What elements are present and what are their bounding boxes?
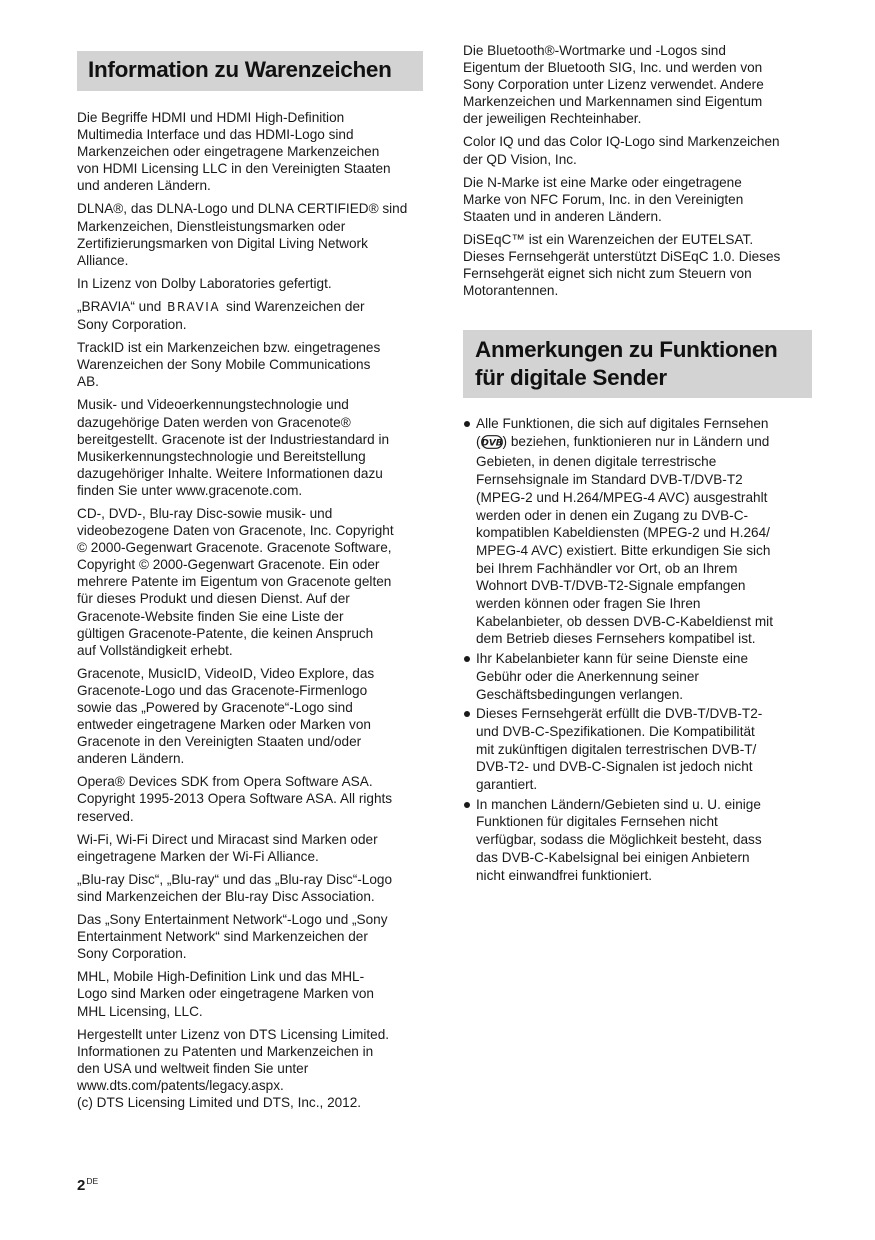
list-item-text: In manchen Ländern/Gebieten sind u. U. einige Funktionen für digitales Fernsehen nicht verfügbar, sodass die Möglichkeit besteht, dass das DVB-C-Kabelsignal bei einigen Anbietern nicht einwandfrei funktioniert. bbox=[476, 796, 762, 883]
paragraph-sony-entertainment: Das „Sony Entertainment Network“-Logo und „Sony Entertainment Network“ sind Markenzeichen der Sony Corporation. bbox=[77, 912, 388, 962]
paragraph-hdmi: Die Begriffe HDMI und HDMI High-Definition Multimedia Interface und das HDMI-Logo sind Markenzeichen oder eingetragene Markenzeichen von HDMI Licensing LLC in den Vereinigten Staaten und anderen Ländern. bbox=[77, 110, 391, 194]
digital-notes-list bbox=[463, 415, 812, 886]
list-item bbox=[463, 796, 812, 885]
svg-text:DVB: DVB bbox=[480, 438, 503, 449]
digital-notes-heading-line-2: für digitale Sender bbox=[475, 365, 667, 390]
paragraph-dlna: DLNA®, das DLNA-Logo und DLNA CERTIFIED® sind Markenzeichen, Dienstleistungsmarken oder Zertifizierungsmarken von Digital Living Network Alliance. bbox=[77, 201, 408, 268]
page-number: 2DE bbox=[77, 1176, 99, 1194]
bullet-icon bbox=[464, 802, 470, 808]
list-item-text: Alle Funktionen, die sich auf digitales Fernsehen ( DVB ) beziehen, funktionieren nur in Ländern und Gebieten, in denen digitale terrestrische Fernsehsignale im Standard DVB-T/DVB-T2 (MPEG-2 und H.264/MPEG-4 AVC) ausgestrahlt werden oder in denen ein Zugang zu DVB-C- kompatiblen Kabeldiensten (MPEG-2 und H.264/ MPEG-4 AVC) existiert. Bitte erkundigen Sie sich bei Ihrem Fachhändler vor Ort, ob an Ihrem Wohnort DVB-T/DVB-T2-Signale empfangen werden können oder fragen Sie Ihren Kabelanbieter, ob dessen DVB-C-Kabeldienst mit dem Betrieb dieses Fernsehers kompatibel ist. bbox=[476, 416, 773, 647]
paragraph-opera: Opera® Devices SDK from Opera Software ASA. Copyright 1995-2013 Opera Software ASA. All rights reserved. bbox=[77, 774, 393, 824]
paragraph-bluray: „Blu-ray Disc“, „Blu-ray“ und das „Blu-ray Disc“-Logo sind Markenzeichen der Blu-ray Disc Association. bbox=[77, 871, 392, 904]
trademark-text-continued bbox=[463, 42, 812, 305]
bravia-logo: BRAVIA bbox=[167, 299, 221, 314]
list-item bbox=[463, 650, 812, 703]
paragraph-dolby: In Lizenz von Dolby Laboratories gefertigt. bbox=[77, 275, 332, 291]
list-item bbox=[463, 415, 812, 648]
paragraph-gracenote-intro: Musik- und Videoerkennungstechnologie und dazugehörige Daten werden von Gracenote® bereitgestellt. Gracenote ist der Industriestandard in Musikerkennungstechnologie und Bereitstellung dazugehöriger Inhalte. Weitere Informationen dazu finden Sie unter www.gracenote.com. bbox=[77, 397, 390, 498]
paragraph-trackid: TrackID ist ein Markenzeichen bzw. eingetragenes Warenzeichen der Sony Mobile Communications AB. bbox=[77, 340, 381, 390]
digital-notes-heading bbox=[463, 330, 812, 398]
paragraph-nfc: Die N-Marke ist eine Marke oder eingetragene Marke von NFC Forum, Inc. in den Vereinigten Staaten und in anderen Ländern. bbox=[463, 174, 744, 224]
bullet-icon bbox=[464, 421, 470, 427]
digital-notes-heading-line-1: Anmerkungen zu Funktionen bbox=[475, 337, 778, 362]
bullet-icon bbox=[464, 711, 470, 717]
paragraph-bluetooth: Die Bluetooth®-Wortmarke und -Logos sind Eigentum der Bluetooth SIG, Inc. und werden von Sony Corporation unter Lizenz verwendet. Andere Markenzeichen und Markennamen sind Eigentum der jeweiligen Rechteinhaber. bbox=[463, 43, 764, 127]
list-item-text: Ihr Kabelanbieter kann für seine Dienste eine Gebühr oder die Anerkennung seiner Geschäftsbedingungen verlangen. bbox=[476, 651, 749, 702]
trademark-text bbox=[77, 109, 423, 1117]
list-item-text: Dieses Fernsehgerät erfüllt die DVB-T/DVB-T2- und DVB-C-Spezifikationen. Die Kompatibilität mit zukünftigen digitalen terrestrischen DVB-T/ DVB-T2- und DVB-C-Signalen ist jedoch nicht garantiert. bbox=[476, 706, 763, 793]
paragraph-bravia bbox=[77, 298, 423, 333]
list-item bbox=[463, 705, 812, 794]
bravia-text-after: sind Warenzeichen der Sony Corporation. bbox=[77, 298, 365, 333]
paragraph-color-iq: Color IQ und das Color IQ-Logo sind Markenzeichen der QD Vision, Inc. bbox=[463, 134, 780, 167]
paragraph-mhl: MHL, Mobile High-Definition Link und das MHL- Logo sind Marken oder eingetragene Marken von MHL Licensing, LLC. bbox=[77, 969, 374, 1019]
bravia-text-before: „BRAVIA“ und bbox=[77, 298, 162, 314]
paragraph-diseqc: DiSEqC™ ist ein Warenzeichen der EUTELSAT. Dieses Fernsehgerät unterstützt DiSEqC 1.0. Dieses Fernsehgerät eignet sich nicht zum Steuern von Motorantennen. bbox=[463, 231, 781, 299]
paragraph-gracenote-marks: Gracenote, MusicID, VideoID, Video Explore, das Gracenote-Logo und das Gracenote-Firmenlogo sowie das „Powered by Gracenote“-Logo sind entweder eingetragene Marken oder Marken von Gracenote in den Vereinigten Staaten und/oder anderen Ländern. bbox=[77, 665, 375, 767]
trademark-heading: Information zu Warenzeichen bbox=[77, 51, 423, 91]
paragraph-dts: Hergestellt unter Lizenz von DTS Licensing Limited. Informationen zu Patenten und Markenzeichen in den USA und weltweit finden Sie unter www.dts.com/patents/legacy.aspx. (c) DTS Licensing Limited und DTS, Inc., 2012. bbox=[77, 1026, 390, 1110]
paragraph-gracenote-copyright: CD-, DVD-, Blu-ray Disc-sowie musik- und videobezogene Daten von Gracenote, Inc. Copyright © 2000-Gegenwart Gracenote. Gracenote Software, Copyright © 2000-Gegenwart Gracenote. Ein oder mehrere Patente im Eigentum von Gracenote gelten für dieses Produkt und diesen Dienst. Auf der Gracenote-Website finden Sie eine Liste der gültigen Gracenote-Patente, die keinen Anspruch auf Vollständigkeit erhebt. bbox=[77, 505, 394, 658]
bullet-icon bbox=[464, 656, 470, 662]
paragraph-wifi: Wi-Fi, Wi-Fi Direct und Miracast sind Marken oder eingetragene Marken der Wi-Fi Alliance. bbox=[77, 831, 378, 864]
dvb-icon bbox=[481, 435, 503, 454]
language-code: DE bbox=[86, 1176, 99, 1186]
